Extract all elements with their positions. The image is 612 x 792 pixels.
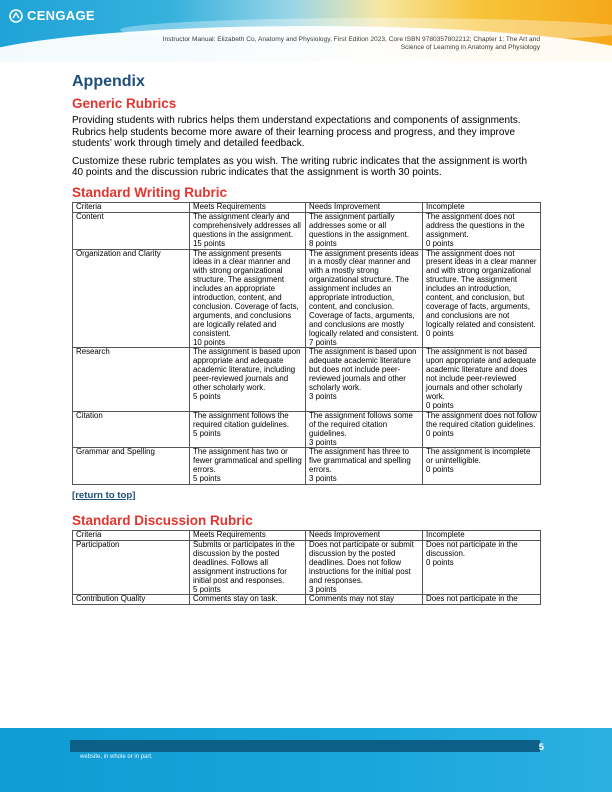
criteria-cell: Grammar and Spelling (73, 448, 190, 485)
writing-rubric-heading: Standard Writing Rubric (72, 184, 228, 200)
cell-text: The assignment is based upon appropriate and adequate academic literature, including peer-reviewed journals and other scholarly work. (193, 347, 301, 393)
meets-cell (190, 348, 306, 411)
column-header: Incomplete (423, 531, 541, 541)
criteria-cell: Organization and Clarity (73, 249, 190, 348)
brand-name: CENGAGE (27, 8, 95, 23)
main-content (72, 72, 540, 605)
table-row (73, 540, 541, 594)
cell-points: 0 points (426, 238, 454, 248)
cengage-logo (9, 8, 95, 23)
return-to-top-link[interactable]: [return to top] (72, 490, 136, 502)
intro-paragraph-1: Providing students with rubrics helps them understand expectations and components of assignments. Rubrics help students become more aware of their learning process and progress, and they improve students’ work through timely and detailed feedback. (72, 115, 521, 150)
cell-text: The assignment presents ideas in a clear manner and with strong organizational structure. The assignment includes an appropriate introduction, content, and conclusion. Coverage of facts, arguments, and conclusions are logically related and consistent. (193, 248, 299, 338)
cell-points: 5 points (193, 474, 221, 484)
writing-rubric-table (72, 202, 541, 485)
cell-text: Submits or participates in the discussion by the posted deadlines. Follows all assignment instructions for initial post and responses. (193, 539, 295, 585)
cell-text: The assignment does not address the questions in the assignment. (426, 211, 525, 239)
column-header: Criteria (73, 531, 190, 541)
running-head-line1: Instructor Manual: Elizabeth Co, Anatomy and Physiology, First Edition 2023, Core ISBN 9780357802212; Chapter 1: The Art and (162, 36, 540, 43)
column-header: Meets Requirements (190, 202, 306, 212)
cell-text: The assignment is not based upon appropriate and adequate academic literature and does not include peer-reviewed journals and other scholarly work. (426, 347, 537, 401)
needs-cell (306, 540, 423, 594)
cell-points: 5 points (193, 428, 221, 438)
cell-points: 0 points (426, 465, 454, 475)
cell-text: The assignment follows some of the required citation guidelines. (309, 410, 413, 438)
column-header: Needs Improvement (306, 202, 423, 212)
appendix-title: Appendix (72, 73, 145, 90)
table-row (73, 348, 541, 411)
column-header: Needs Improvement (306, 531, 423, 541)
cell-points: 7 points (309, 337, 337, 347)
cell-text: Does not participate in the discussion. (426, 539, 518, 558)
meets-cell (190, 411, 306, 448)
cell-points: 0 points (426, 557, 454, 567)
running-head (70, 36, 540, 52)
page-footer (0, 728, 612, 792)
cell-text: Comments stay on task. (193, 594, 278, 604)
criteria-cell: Contribution Quality (73, 595, 190, 605)
incomplete-cell (423, 411, 541, 448)
cell-text: Does not participate in the (426, 594, 518, 604)
incomplete-cell (423, 348, 541, 411)
cell-points: 5 points (193, 392, 221, 401)
meets-cell (190, 448, 306, 485)
needs-cell (306, 595, 423, 605)
table-row (73, 411, 541, 448)
cell-points: 10 points (193, 337, 226, 347)
cell-points: 3 points (309, 474, 337, 484)
table-header-row (73, 202, 541, 212)
incomplete-cell (423, 595, 541, 605)
cell-points: 0 points (426, 328, 454, 338)
cell-text: The assignment partially addresses some or all questions in the assignment. (309, 211, 410, 239)
needs-cell (306, 212, 423, 249)
criteria-cell: Research (73, 348, 190, 411)
intro-paragraph-2: Customize these rubric templates as you wish. The writing rubric indicates that the assignment is worth 40 points and the discussion rubric indicates that the assignment is worth 30 points. (72, 155, 528, 179)
needs-cell (306, 411, 423, 448)
incomplete-cell (423, 212, 541, 249)
meets-cell (190, 212, 306, 249)
page-number: 5 (538, 742, 544, 753)
incomplete-cell (423, 249, 541, 348)
cell-text: Comments may not stay (309, 594, 395, 604)
footer-bar (70, 740, 540, 752)
running-head-line2: Science of Learning in Anatomy and Physiology (400, 44, 540, 52)
criteria-cell: Participation (73, 540, 190, 594)
copyright-fragment: website, in whole or in part. (80, 754, 153, 760)
cell-points: 3 points (309, 584, 337, 594)
column-header: Meets Requirements (190, 531, 306, 541)
incomplete-cell (423, 540, 541, 594)
cell-text: The assignment is incomplete or unintelligible. (426, 447, 531, 466)
cell-text: The assignment does not present ideas in a clear manner and with strong organizational structure. The assignment includes an introduction, content, and conclusion, but coverage of facts, arguments, and conclusions are not logically related and consistent. (426, 248, 537, 329)
cell-points: 8 points (309, 238, 337, 248)
cell-points: 0 points (426, 428, 454, 438)
page-header (0, 0, 612, 62)
cell-text: Does not participate or submit discussion by the posted deadlines. Does not follow instructions for the initial post and responses. (309, 539, 414, 585)
cell-points: 5 points (193, 584, 221, 594)
column-header: Incomplete (423, 202, 541, 212)
column-header: Criteria (73, 202, 190, 212)
table-row (73, 595, 541, 605)
meets-cell (190, 249, 306, 348)
needs-cell (306, 448, 423, 485)
needs-cell (306, 249, 423, 348)
discussion-rubric-heading: Standard Discussion Rubric (72, 513, 253, 529)
cell-text: The assignment follows the required citation guidelines. (193, 410, 290, 429)
criteria-cell: Citation (73, 411, 190, 448)
cell-text: The assignment is based upon adequate academic literature but does not include peer-reviewed journals and other scholarly work. (309, 347, 417, 393)
meets-cell (190, 540, 306, 594)
table-row (73, 448, 541, 485)
cell-points: 3 points (309, 392, 337, 401)
cell-text: The assignment has three to five grammatical and spelling errors. (309, 447, 411, 475)
table-header-row (73, 531, 541, 541)
table-row (73, 212, 541, 249)
cell-points: 3 points (309, 437, 337, 447)
discussion-rubric-table (72, 530, 541, 605)
incomplete-cell (423, 448, 541, 485)
criteria-cell: Content (73, 212, 190, 249)
generic-rubrics-heading: Generic Rubrics (72, 96, 177, 111)
table-row (73, 249, 541, 348)
cell-text: The assignment has two or fewer grammatical and spelling errors. (193, 447, 302, 475)
meets-cell (190, 595, 306, 605)
needs-cell (306, 348, 423, 411)
cell-text: The assignment does not follow the required citation guidelines. (426, 410, 537, 429)
cell-text: The assignment clearly and comprehensively addresses all questions in the assignment. (193, 211, 301, 239)
cell-text: The assignment presents ideas in a mostly clear manner and with a mostly strong organizational structure. The assignment includes an appropriate introduction, content, and conclusion. Coverage of facts, arguments, and conclusions are mostly logically related and consistent. (309, 248, 419, 338)
cengage-logo-icon (9, 9, 23, 23)
cell-points: 0 points (426, 400, 454, 410)
cell-points: 15 points (193, 238, 226, 248)
